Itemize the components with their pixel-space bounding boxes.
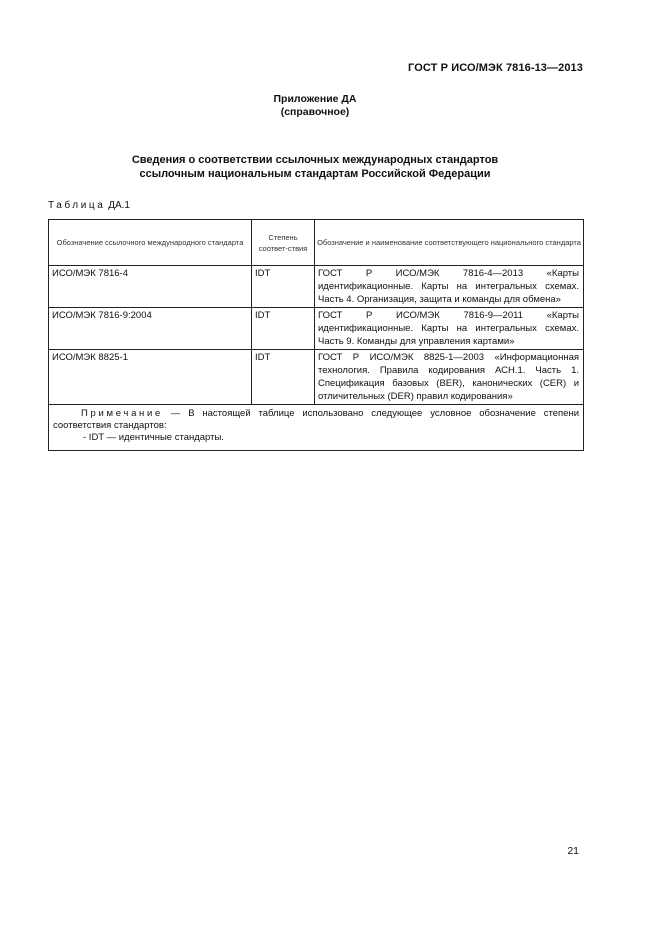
cell-national-standard: ГОСТ Р ИСО/МЭК 7816-4—2013 «Карты идентификационные. Карты на интегральных схемах. Часть 4. Организация, защита и команды для обмена» [315, 266, 584, 308]
table-row [49, 350, 584, 405]
header-national-standard: Обозначение и наименование соответствующего национального стандарта [315, 220, 584, 266]
annex-status: (справочное) [280, 106, 350, 118]
table-row [49, 308, 584, 350]
cell-degree: IDT [252, 308, 315, 350]
table-caption-number: ДА.1 [105, 200, 130, 211]
cell-degree: IDT [252, 266, 315, 308]
table-caption [48, 200, 130, 211]
page-number: 21 [567, 845, 579, 857]
cell-national-standard: ГОСТ Р ИСО/МЭК 8825-1—2003 «Информационная технология. Правила кодирования АСН.1. Часть 1. Спецификация базовых (BER), канонических (CER) и отличительных (DER) правил кодирования» [315, 350, 584, 405]
section-title [0, 153, 630, 181]
table-note-row [49, 405, 584, 451]
cell-degree: IDT [252, 350, 315, 405]
annex-title: Приложение ДА [273, 93, 357, 105]
section-title-line-1: Сведения о соответствии ссылочных международных стандартов [131, 154, 499, 166]
cell-international-standard: ИСО/МЭК 8825-1 [49, 350, 252, 405]
table-row [49, 266, 584, 308]
note-text [53, 408, 579, 432]
cell-national-standard: ГОСТ Р ИСО/МЭК 7816-9—2011 «Карты идентификационные. Карты на интегральных схемах. Часть 9. Команды для управления картами» [315, 308, 584, 350]
table-caption-word: Таблица [48, 200, 106, 211]
cell-international-standard: ИСО/МЭК 7816-9:2004 [49, 308, 252, 350]
note-item: - IDT — идентичные стандарты. [83, 432, 224, 443]
note-label: Примечание [81, 408, 163, 419]
standards-correspondence-table [48, 219, 584, 451]
document-code-header: ГОСТ Р ИСО/МЭК 7816-13—2013 [408, 62, 583, 74]
table-note [49, 405, 584, 451]
header-degree: Степень соответ-ствия [252, 220, 315, 266]
note-body: — В настоящей таблице использовано следующее условное обозначение степени соответствия стандартов: [53, 408, 579, 431]
section-title-line-2: ссылочным национальным стандартам Российской Федерации [139, 168, 491, 180]
header-international-standard: Обозначение ссылочного международного стандарта [49, 220, 252, 266]
cell-international-standard: ИСО/МЭК 7816-4 [49, 266, 252, 308]
table-header-row [49, 220, 584, 266]
